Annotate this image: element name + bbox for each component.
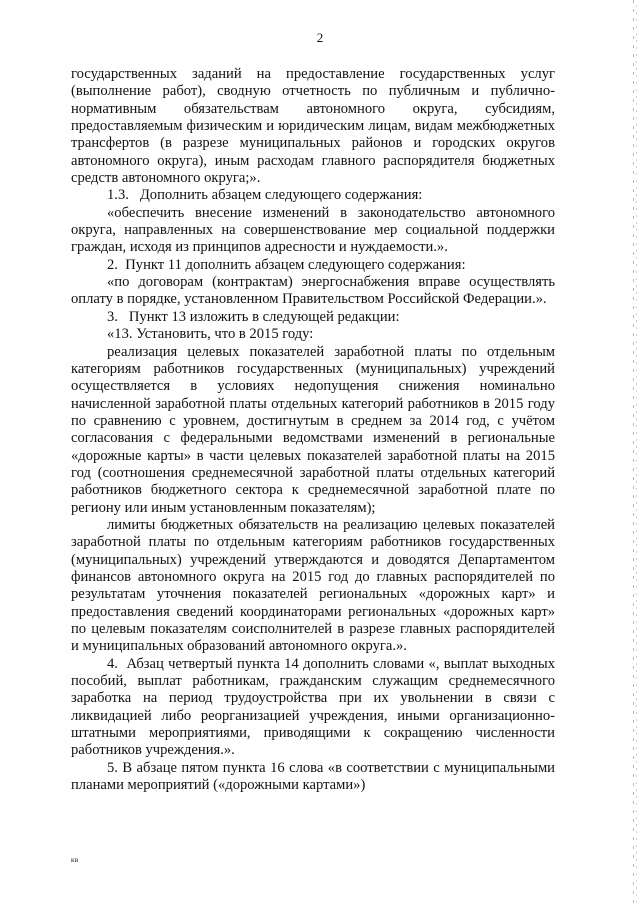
paragraph: государственных заданий на предоставление государственных услуг (выполнение работ), сводную отчетность по публичным и публично-нормативным обязательствам автономного округа, субсидиям, предоставляемым физическим и юридическим лицам, видам межбюджетных трансфертов (в разрезе муниципальных районов и городских округов автономного округа), иным расходам главного распорядителя бюджетных средств автономного округа;». bbox=[71, 66, 555, 187]
footer-mark: кв bbox=[71, 856, 79, 864]
paragraph: 3. Пункт 13 изложить в следующей редакции: bbox=[107, 308, 400, 325]
paragraph: 2. Пункт 11 дополнить абзацем следующего содержания: bbox=[107, 256, 466, 273]
scan-edge-line bbox=[636, 0, 637, 905]
paragraph: лимиты бюджетных обязательств на реализацию целевых показателей заработной платы по отдельным категориям работников государственных (муниципальных) учреждений утверждаются и доводятся Департаментом финансов автономного округа на 2015 год до главных распорядителей по результатам уточнения показателей региональных «дорожных карт» и предоставления сведений координаторами региональных «дорожных карт» по целевым показателям соисполнителей в разрезе главных распорядителей и муниципальных образований автономного округа.». bbox=[71, 516, 555, 655]
scan-edge-line bbox=[633, 0, 634, 905]
paragraph: «13. Установить, что в 2015 году: bbox=[107, 326, 314, 343]
page-number: 2 bbox=[316, 30, 324, 45]
paragraph: «по договорам (контрактам) энергоснабжения вправе осуществлять оплату в порядке, установленном Правительством Российской Федерации.». bbox=[71, 274, 555, 308]
paragraph: реализация целевых показателей заработной платы по отдельным категориям работников государственных (муниципальных) учреждений осуществляется в условиях недопущения снижения номинально начисленной заработной платы отдельных категорий работников в 2015 году по сравнению с уровнем, достигнутым в среднем за 2014 год, с учётом согласования с федеральными ведомствами изменений в региональные «дорожные карты» в части целевых показателей заработной платы на 2015 год (соотношения среднемесячной заработной платы отдельных категорий работников бюджетного сектора к среднемесячной заработной плате по региону или иным установленным показателям); bbox=[71, 343, 555, 516]
paragraph: 1.3. Дополнить абзацем следующего содержания: bbox=[107, 187, 423, 204]
paragraph: «обеспечить внесение изменений в законодательство автономного округа, направленных на совершенствование мер социальной поддержки граждан, исходя из принципов адресности и нуждаемости.». bbox=[71, 204, 555, 256]
paragraph: 4. Абзац четвертый пункта 14 дополнить словами «, выплат выходных пособий, выплат работникам, гражданским служащим среднемесячного заработка на период трудоустройства при их увольнении в связи с ликвидацией либо реорганизацией учреждения, иными организационно-штатными мероприятиями, приводящими к сокращению численности работников учреждения.». bbox=[71, 655, 555, 759]
document-body bbox=[71, 66, 555, 794]
paragraph: 5. В абзаце пятом пункта 16 слова «в соответствии с муниципальными планами мероприятий («дорожными картами») bbox=[71, 759, 555, 794]
